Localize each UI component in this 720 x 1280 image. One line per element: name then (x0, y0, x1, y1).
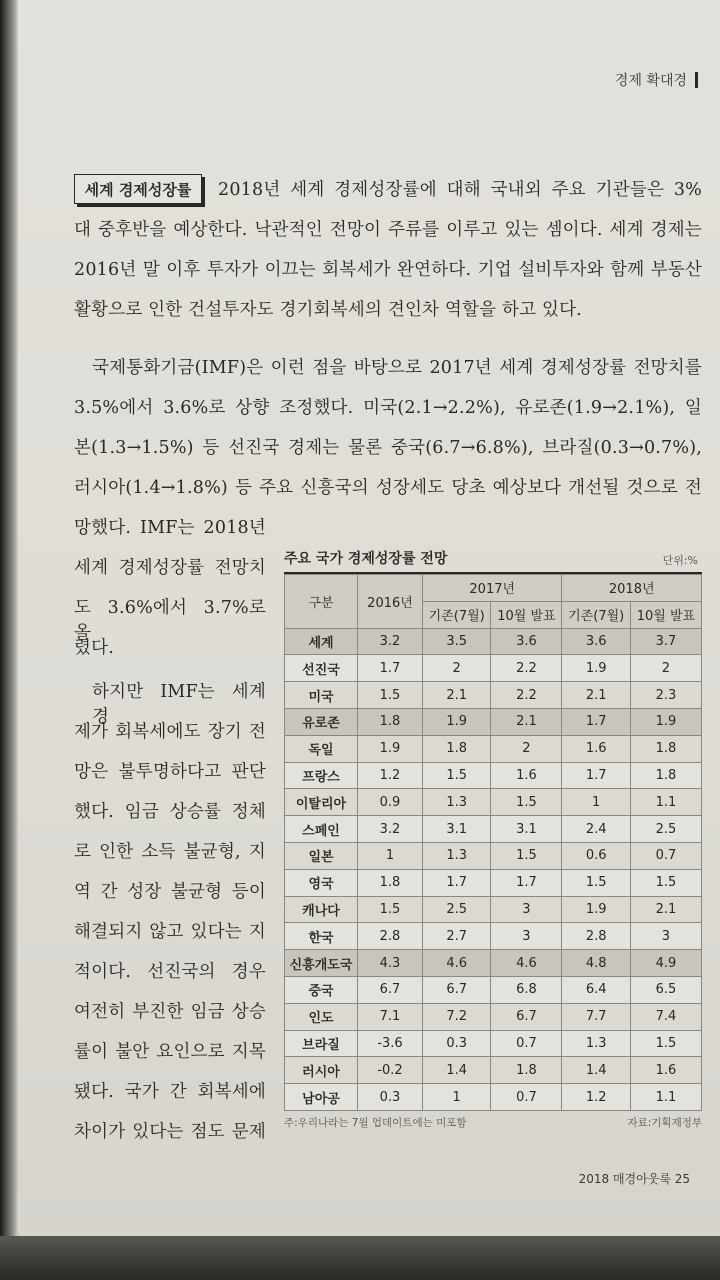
row-value: 7.4 (630, 1003, 701, 1030)
row-value: 2 (423, 655, 491, 682)
row-value: 1.7 (562, 708, 630, 735)
para1-line-4: 활황으로 인한 건설투자도 경기회복세의 견인차 역할을 하고 있다. (74, 300, 582, 320)
row-value: 6.7 (423, 976, 491, 1003)
row-value: 2.8 (358, 923, 423, 950)
row-value: 1.8 (630, 735, 701, 762)
row-country: 신흥개도국 (285, 950, 358, 977)
table-source: 자료:기획재정부 (627, 1116, 702, 1129)
row-value: 1.5 (630, 869, 701, 896)
row-value: 4.8 (562, 950, 630, 977)
row-value: 1.2 (562, 1084, 630, 1111)
left-col-line-10: 역 간 성장 불균형 등이 (74, 882, 266, 902)
row-value: 0.7 (491, 1084, 562, 1111)
table-row (285, 628, 702, 655)
background-surface (0, 1236, 720, 1280)
row-value: 3.5 (423, 628, 491, 655)
row-value: 1.3 (423, 789, 491, 816)
row-value: 1.9 (630, 708, 701, 735)
page-binding-edge (0, 0, 18, 1236)
row-value: 1.9 (358, 735, 423, 762)
row-value: 1.5 (358, 682, 423, 709)
row-value: 2.4 (562, 816, 630, 843)
table-row (285, 896, 702, 923)
left-col-line-4: 렸다. (74, 638, 114, 658)
header-2018-oct: 10월 발표 (630, 601, 701, 628)
table-row (285, 762, 702, 789)
para1-line-1: 2018년 세계 경제성장률에 대해 국내외 주요 기관들은 3% (218, 180, 702, 200)
running-head-text: 경제 확대경 (614, 73, 687, 89)
table-body (285, 628, 702, 1110)
row-value: 1.5 (491, 842, 562, 869)
row-value: 1.4 (423, 1057, 491, 1084)
row-value: 1.5 (358, 896, 423, 923)
row-value: 1.1 (630, 1084, 701, 1111)
row-value: 2.2 (491, 682, 562, 709)
left-col-line-1: 망했다. IMF는 2018년 (74, 518, 266, 538)
growth-forecast-table-block (284, 548, 702, 1133)
row-country: 러시아 (285, 1057, 358, 1084)
row-country: 스페인 (285, 816, 358, 843)
left-col-line-7: 망은 불투명하다고 판단 (74, 762, 266, 782)
left-col-line-13: 여전히 부진한 임금 상승 (74, 1002, 266, 1022)
table-note: 주:우리나라는 7월 업데이트에는 미포함 (284, 1116, 467, 1129)
table-row (285, 923, 702, 950)
header-2018-prev: 기존(7월) (562, 601, 630, 628)
row-value: 1.8 (358, 708, 423, 735)
row-country: 세계 (285, 628, 358, 655)
row-value: 4.3 (358, 950, 423, 977)
row-value: 1.9 (562, 655, 630, 682)
row-value: 3 (630, 923, 701, 950)
row-country: 남아공 (285, 1084, 358, 1111)
row-value: 4.6 (491, 950, 562, 977)
row-value: 1.2 (358, 762, 423, 789)
running-head (615, 70, 698, 90)
row-value: 4.6 (423, 950, 491, 977)
row-value: 1.9 (423, 708, 491, 735)
row-value: 1.8 (630, 762, 701, 789)
table-row (285, 735, 702, 762)
row-value: 3 (491, 896, 562, 923)
left-col-line-8: 했다. 임금 상승률 정체 (74, 802, 266, 822)
row-value: 1.6 (491, 762, 562, 789)
row-value: -3.6 (358, 1030, 423, 1057)
left-col-line-5: 하지만 IMF는 세계 경 (92, 682, 266, 727)
row-value: 0.7 (491, 1030, 562, 1057)
table-footnote-row (284, 1115, 702, 1133)
row-value: 1 (358, 842, 423, 869)
table-row (285, 655, 702, 682)
para2-line-4: 러시아(1.4→1.8%) 등 주요 신흥국의 성장세도 당초 예상보다 개선될 것으로 전 (74, 478, 702, 498)
row-country: 독일 (285, 735, 358, 762)
row-value: 1 (562, 789, 630, 816)
header-2016: 2016년 (358, 575, 423, 629)
row-country: 브라질 (285, 1030, 358, 1057)
row-value: 3.2 (358, 816, 423, 843)
table-row (285, 1084, 702, 1111)
row-value: 6.5 (630, 976, 701, 1003)
row-country: 프랑스 (285, 762, 358, 789)
table-row (285, 950, 702, 977)
left-col-line-11: 해결되지 않고 있다는 지 (74, 922, 266, 942)
row-value: 3.1 (491, 816, 562, 843)
row-value: 0.6 (562, 842, 630, 869)
row-country: 이탈리아 (285, 789, 358, 816)
row-value: 1.8 (358, 869, 423, 896)
row-value: 1.5 (491, 789, 562, 816)
row-value: 1.8 (423, 735, 491, 762)
row-value: 1.6 (630, 1057, 701, 1084)
header-2017-oct: 10월 발표 (491, 601, 562, 628)
row-value: 0.7 (630, 842, 701, 869)
row-value: 6.7 (358, 976, 423, 1003)
row-value: 1.3 (423, 842, 491, 869)
row-country: 미국 (285, 682, 358, 709)
row-value: 1.5 (423, 762, 491, 789)
row-country: 영국 (285, 869, 358, 896)
row-value: 2.7 (423, 923, 491, 950)
row-value: 1 (423, 1084, 491, 1111)
left-col-line-16: 차이가 있다는 점도 문제 (74, 1122, 266, 1142)
row-country: 선진국 (285, 655, 358, 682)
row-value: 2 (630, 655, 701, 682)
row-value: 1.7 (423, 869, 491, 896)
page-footer: 2018 매경아웃룩 25 (578, 1172, 690, 1186)
row-value: 2.3 (630, 682, 701, 709)
row-country: 인도 (285, 1003, 358, 1030)
row-value: 1.6 (562, 735, 630, 762)
row-value: 2 (491, 735, 562, 762)
row-country: 유로존 (285, 708, 358, 735)
table-row (285, 1003, 702, 1030)
growth-forecast-table (284, 574, 702, 1111)
table-row (285, 682, 702, 709)
row-value: 1.9 (562, 896, 630, 923)
row-value: 1.4 (562, 1057, 630, 1084)
row-value: 3.7 (630, 628, 701, 655)
left-col-line-6: 제가 회복세에도 장기 전 (74, 722, 266, 742)
running-head-bar (695, 72, 698, 88)
left-col-line-15: 됐다. 국가 간 회복세에 (74, 1082, 266, 1102)
table-row (285, 816, 702, 843)
row-value: 2.1 (423, 682, 491, 709)
row-value: 3.1 (423, 816, 491, 843)
table-row (285, 1030, 702, 1057)
header-2018: 2018년 (562, 575, 702, 602)
header-2017: 2017년 (423, 575, 562, 602)
row-value: 1.5 (562, 869, 630, 896)
row-value: 1.7 (562, 762, 630, 789)
row-value: 3.6 (562, 628, 630, 655)
header-category: 구분 (285, 575, 358, 629)
left-col-line-2: 세계 경제성장률 전망치 (74, 558, 266, 578)
row-value: -0.2 (358, 1057, 423, 1084)
row-value: 2.5 (630, 816, 701, 843)
row-value: 6.4 (562, 976, 630, 1003)
para2-line-2: 3.5%에서 3.6%로 상향 조정했다. 미국(2.1→2.2%), 유로존(1.9→2.1%), 일 (74, 398, 702, 418)
para2-line-3: 본(1.3→1.5%) 등 선진국 경제는 물론 중국(6.7→6.8%), 브라질(0.3→0.7%), (74, 438, 702, 458)
row-value: 7.2 (423, 1003, 491, 1030)
para1-line-3: 2016년 말 이후 투자가 이끄는 회복세가 완연하다. 기업 설비투자와 함께 부동산 (74, 260, 702, 280)
row-value: 3.6 (491, 628, 562, 655)
row-value: 2.1 (630, 896, 701, 923)
table-row (285, 842, 702, 869)
row-value: 0.9 (358, 789, 423, 816)
row-value: 6.7 (491, 1003, 562, 1030)
para2-line-1: 국제통화기금(IMF)은 이런 점을 바탕으로 2017년 세계 경제성장률 전망치를 (92, 358, 702, 378)
row-value: 1.8 (491, 1057, 562, 1084)
row-value: 2.1 (491, 708, 562, 735)
table-row (285, 976, 702, 1003)
row-value: 7.7 (562, 1003, 630, 1030)
row-value: 1.7 (491, 869, 562, 896)
row-country: 중국 (285, 976, 358, 1003)
section-label: 세계 경제성장률 (74, 174, 202, 204)
left-col-line-9: 로 인한 소득 불균형, 지 (74, 842, 266, 862)
header-2017-prev: 기존(7월) (423, 601, 491, 628)
row-value: 2.2 (491, 655, 562, 682)
table-row (285, 869, 702, 896)
row-country: 한국 (285, 923, 358, 950)
row-value: 1.3 (562, 1030, 630, 1057)
left-col-line-3: 도 3.6%에서 3.7%로 올 (74, 598, 266, 643)
left-col-line-14: 률이 불안 요인으로 지목 (74, 1042, 266, 1062)
row-value: 0.3 (358, 1084, 423, 1111)
row-value: 4.9 (630, 950, 701, 977)
table-row (285, 708, 702, 735)
row-value: 3 (491, 923, 562, 950)
table-unit: 단위:% (662, 554, 698, 567)
row-value: 1.5 (630, 1030, 701, 1057)
para1-line-2: 대 중후반을 예상한다. 낙관적인 전망이 주류를 이루고 있는 셈이다. 세계 경제는 (74, 220, 702, 240)
row-value: 0.3 (423, 1030, 491, 1057)
table-title: 주요 국가 경제성장률 전망 (284, 551, 448, 567)
row-value: 2.5 (423, 896, 491, 923)
row-value: 2.8 (562, 923, 630, 950)
row-value: 1.1 (630, 789, 701, 816)
row-country: 일본 (285, 842, 358, 869)
left-col-line-12: 적이다. 선진국의 경우 (74, 962, 266, 982)
row-value: 1.7 (358, 655, 423, 682)
table-row (285, 1057, 702, 1084)
row-country: 캐나다 (285, 896, 358, 923)
row-value: 6.8 (491, 976, 562, 1003)
row-value: 3.2 (358, 628, 423, 655)
table-row (285, 789, 702, 816)
row-value: 2.1 (562, 682, 630, 709)
row-value: 7.1 (358, 1003, 423, 1030)
